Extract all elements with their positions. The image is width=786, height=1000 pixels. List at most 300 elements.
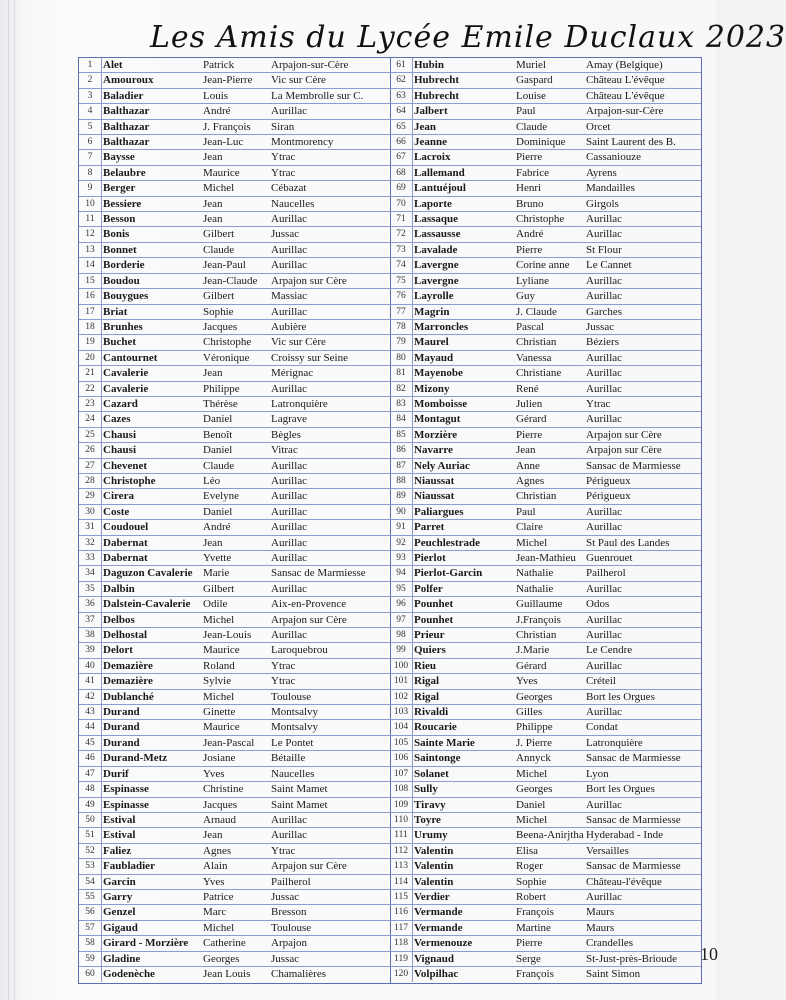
table-row: [79, 150, 390, 165]
member-surname: Boudou: [103, 274, 140, 287]
member-city: Jussac: [586, 320, 615, 333]
member-city: Aurillac: [586, 382, 623, 395]
member-firstname: Muriel: [516, 59, 546, 71]
member-surname: Valentin: [414, 844, 454, 857]
member-surname: Dublanché: [103, 690, 154, 703]
member-firstname: Pierre: [516, 937, 543, 950]
member-surname: Mayenobe: [414, 367, 463, 380]
page-edge: [8, 0, 9, 1000]
member-number: 29: [79, 489, 102, 503]
member-surname: Volpilhac: [414, 967, 459, 980]
member-firstname: Georges: [203, 952, 240, 965]
member-surname: Lavalade: [414, 243, 458, 256]
member-firstname: Lyliane: [516, 274, 549, 287]
member-surname: Rigal: [414, 675, 440, 688]
member-number: 104: [390, 720, 413, 734]
member-number: 91: [390, 520, 413, 534]
member-city: Aurillac: [586, 505, 623, 518]
table-row: [79, 536, 390, 551]
table-row: [390, 366, 701, 381]
member-city: Périgueux: [586, 490, 631, 503]
member-city: Pailherol: [586, 567, 626, 580]
member-city: Maurs: [586, 906, 615, 919]
member-number: 51: [79, 828, 102, 842]
member-city: Aurillac: [586, 413, 623, 426]
table-row: [390, 320, 701, 335]
member-surname: Durand: [103, 706, 140, 719]
member-city: Montsalvy: [271, 721, 319, 734]
table-row: [79, 844, 390, 859]
member-surname: Rivaldi: [414, 706, 449, 719]
member-city: Aurillac: [271, 521, 308, 534]
member-city: Aurillac: [271, 829, 308, 842]
member-number: 82: [390, 382, 413, 396]
member-surname: Navarre: [414, 444, 453, 457]
member-firstname: J.Marie: [516, 644, 550, 657]
member-number: 16: [79, 289, 102, 303]
member-number: 84: [390, 412, 413, 426]
member-city: Latronquière: [586, 736, 643, 749]
member-number: 5: [79, 120, 102, 134]
member-number: 66: [390, 135, 413, 149]
member-city: Crandelles: [586, 937, 634, 950]
member-firstname: Christian: [516, 490, 557, 503]
member-surname: Lacroix: [414, 151, 451, 164]
member-firstname: Georges: [516, 783, 553, 796]
member-firstname: Léo: [203, 474, 221, 487]
member-number: 99: [390, 643, 413, 657]
table-row: [390, 828, 701, 843]
member-surname: Morzière: [414, 428, 458, 441]
member-surname: Vignaud: [414, 952, 454, 965]
member-firstname: Yves: [203, 767, 225, 780]
member-number: 64: [390, 104, 413, 118]
member-surname: Pierlot: [414, 552, 446, 564]
member-surname: Baladier: [103, 89, 144, 102]
table-row: [79, 227, 390, 242]
member-firstname: René: [516, 382, 539, 395]
member-surname: Godenèche: [103, 967, 155, 980]
member-number: 24: [79, 412, 102, 426]
table-row: [79, 258, 390, 273]
member-firstname: Marie: [203, 567, 230, 580]
table-row: [390, 58, 701, 73]
member-number: 106: [390, 751, 413, 765]
member-surname: Niaussat: [414, 474, 455, 487]
table-row: [79, 382, 390, 397]
member-city: Aurillac: [271, 305, 308, 318]
table-row: [390, 705, 701, 720]
member-number: 37: [79, 613, 102, 627]
member-surname: Besson: [103, 213, 136, 226]
member-surname: Briat: [103, 305, 128, 318]
member-number: 119: [390, 952, 413, 966]
member-city: Lyon: [586, 767, 609, 780]
member-number: 44: [79, 720, 102, 734]
member-number: 112: [390, 844, 413, 858]
table-row: [79, 643, 390, 658]
table-row: [390, 643, 701, 658]
member-number: 75: [390, 274, 413, 288]
table-row: [79, 720, 390, 735]
member-city: Arpajon sur Cère: [586, 444, 662, 457]
member-firstname: Bruno: [516, 197, 544, 210]
member-number: 13: [79, 243, 102, 257]
member-number: 33: [79, 551, 102, 565]
member-surname: Quiers: [414, 644, 446, 657]
table-row: [390, 305, 701, 320]
table-row: [79, 859, 390, 874]
member-number: 92: [390, 536, 413, 550]
table-row: [79, 520, 390, 535]
member-surname: Mizony: [414, 382, 450, 395]
table-row: [390, 243, 701, 258]
table-row: [79, 335, 390, 350]
member-firstname: Jacques: [203, 320, 238, 333]
member-firstname: Ginette: [203, 706, 236, 719]
member-number: 28: [79, 474, 102, 488]
member-firstname: Christian: [516, 629, 557, 642]
member-number: 39: [79, 643, 102, 657]
table-row: [390, 782, 701, 797]
member-number: 55: [79, 890, 102, 904]
member-firstname: Daniel: [516, 798, 546, 811]
member-firstname: Jean: [203, 213, 223, 226]
member-surname: Momboisse: [414, 397, 468, 410]
member-number: 88: [390, 474, 413, 488]
member-surname: Chausi: [103, 428, 137, 441]
member-firstname: J. François: [203, 120, 251, 133]
table-row: [390, 166, 701, 181]
table-row: [390, 227, 701, 242]
member-firstname: Jean: [203, 151, 223, 164]
member-surname: Toyre: [414, 813, 441, 826]
member-city: Massiac: [271, 290, 308, 303]
table-row: [79, 705, 390, 720]
member-surname: Brunhes: [103, 320, 143, 333]
member-firstname: Yves: [203, 875, 225, 888]
table-row: [390, 736, 701, 751]
table-row: [390, 890, 701, 905]
member-surname: Montagut: [414, 413, 461, 426]
member-surname: Bessiere: [103, 197, 142, 210]
member-city: Cébazat: [271, 182, 307, 195]
member-surname: Vermande: [414, 921, 463, 934]
table-row: [390, 89, 701, 104]
member-city: Aurillac: [586, 613, 623, 626]
member-city: Ytrac: [271, 675, 296, 688]
page-number: 10: [700, 944, 718, 964]
member-surname: Polfer: [414, 582, 443, 595]
member-firstname: Daniel: [203, 413, 233, 426]
member-surname: Cantournet: [103, 351, 158, 364]
member-city: Jussac: [271, 890, 300, 903]
table-row: [390, 582, 701, 597]
member-surname: Mayaud: [414, 351, 454, 364]
table-row: [390, 536, 701, 551]
member-number: 40: [79, 659, 102, 673]
member-firstname: Pierre: [516, 151, 543, 164]
member-firstname: Michel: [516, 767, 548, 780]
member-number: 110: [390, 813, 413, 827]
member-city: Vic sur Cère: [271, 74, 326, 87]
member-number: 54: [79, 875, 102, 889]
member-city: Aurillac: [271, 213, 308, 226]
member-firstname: Gilbert: [203, 290, 235, 303]
member-city: Aubière: [271, 320, 307, 333]
member-number: 63: [390, 89, 413, 103]
member-surname: Hubrecht: [414, 74, 460, 87]
member-city: Saint Mamet: [271, 798, 328, 811]
table-row: [390, 613, 701, 628]
member-surname: Hubrecht: [414, 89, 460, 102]
member-number: 120: [390, 967, 413, 982]
member-city: Naucelles: [271, 197, 315, 210]
member-firstname: Yves: [516, 675, 538, 688]
member-number: 35: [79, 582, 102, 596]
member-city: Aurillac: [586, 213, 623, 226]
member-number: 80: [390, 351, 413, 365]
member-surname: Vermande: [414, 906, 463, 919]
member-city: Aurillac: [586, 290, 623, 303]
member-firstname: Christine: [203, 783, 244, 796]
member-number: 7: [79, 150, 102, 164]
table-row: [79, 921, 390, 936]
table-row: [79, 320, 390, 335]
member-firstname: Beena-Anirjtha: [516, 829, 584, 842]
member-number: 103: [390, 705, 413, 719]
member-number: 8: [79, 166, 102, 180]
member-surname: Saintonge: [414, 752, 461, 765]
member-number: 85: [390, 428, 413, 442]
member-number: 107: [390, 767, 413, 781]
member-city: Sansac de Marmiesse: [586, 752, 681, 765]
member-city: Vitrac: [271, 444, 298, 457]
member-surname: Lavergne: [414, 274, 459, 287]
member-city: Bègles: [271, 428, 301, 441]
member-firstname: Julien: [516, 397, 543, 410]
member-city: Toulouse: [271, 921, 312, 934]
member-city: Aurillac: [271, 243, 308, 256]
member-surname: Sully: [414, 783, 438, 796]
table-row: [390, 551, 701, 566]
member-surname: Lavergne: [414, 259, 459, 272]
member-firstname: Michel: [203, 921, 235, 934]
member-city: Laroquebrou: [271, 644, 328, 657]
member-firstname: Jean: [203, 197, 223, 210]
member-city: Montsalvy: [271, 706, 319, 719]
table-row: [390, 474, 701, 489]
table-row: [390, 335, 701, 350]
member-number: 19: [79, 335, 102, 349]
member-surname: Dabernat: [103, 552, 148, 564]
member-city: Croissy sur Seine: [271, 351, 348, 364]
member-surname: Rieu: [414, 659, 436, 672]
member-surname: Balthazar: [103, 136, 150, 149]
member-surname: Daguzon Cavalerie: [103, 567, 193, 580]
member-number: 17: [79, 305, 102, 319]
member-city: Sansac de Marmiesse: [586, 459, 681, 472]
member-number: 83: [390, 397, 413, 411]
member-surname: Espinasse: [103, 783, 149, 796]
page-edge: [14, 0, 15, 1000]
member-firstname: Jean-Claude: [203, 274, 258, 287]
member-city: Le Pontet: [271, 736, 314, 749]
member-surname: Vermenouze: [414, 937, 473, 950]
member-firstname: Roger: [516, 860, 543, 873]
member-firstname: J.François: [516, 613, 561, 626]
member-surname: Magrin: [414, 305, 450, 318]
member-city: Aurillac: [271, 536, 308, 549]
member-surname: Durand: [103, 736, 140, 749]
member-firstname: Michel: [203, 613, 235, 626]
table-row: [79, 197, 390, 212]
member-number: 41: [79, 674, 102, 688]
member-surname: Valentin: [414, 860, 454, 873]
member-surname: Chausi: [103, 444, 137, 457]
member-firstname: Daniel: [203, 444, 233, 457]
member-number: 102: [390, 690, 413, 704]
member-city: Aurillac: [271, 382, 308, 395]
member-firstname: Agnes: [516, 474, 545, 487]
member-number: 87: [390, 459, 413, 473]
member-surname: Tiravy: [414, 798, 446, 811]
table-row: [79, 181, 390, 196]
member-city: Sansac de Marmiesse: [271, 567, 366, 580]
member-surname: Borderie: [103, 259, 145, 272]
member-firstname: Vanessa: [516, 351, 552, 364]
member-surname: Cavalerie: [103, 382, 149, 395]
member-firstname: Anne: [516, 459, 540, 472]
member-city: Aurillac: [271, 259, 308, 272]
table-row: [390, 952, 701, 967]
member-firstname: Alain: [203, 860, 228, 873]
member-city: Château-l'évêque: [586, 875, 662, 888]
member-firstname: Christian: [516, 336, 557, 349]
table-row: [79, 597, 390, 612]
member-city: Aurillac: [586, 629, 623, 642]
member-surname: Lallemand: [414, 166, 465, 179]
table-row: [79, 428, 390, 443]
table-row: [79, 397, 390, 412]
table-row: [390, 274, 701, 289]
member-surname: Jean: [414, 120, 436, 133]
member-firstname: Nathalie: [516, 567, 554, 580]
member-city: St Paul des Landes: [586, 536, 670, 549]
member-firstname: Fabrice: [516, 166, 549, 179]
member-firstname: Henri: [516, 182, 542, 195]
member-firstname: Michel: [203, 690, 235, 703]
table-row: [79, 828, 390, 843]
member-surname: Dalbin: [103, 582, 135, 595]
table-row: [390, 690, 701, 705]
member-number: 109: [390, 798, 413, 812]
member-firstname: Sylvie: [203, 675, 232, 688]
member-city: Bétaille: [271, 752, 306, 765]
member-surname: Gladine: [103, 952, 141, 965]
member-surname: Dalstein-Cavalerie: [103, 598, 191, 611]
member-city: Bort les Orgues: [586, 690, 655, 703]
member-firstname: Claude: [516, 120, 548, 133]
member-firstname: Nathalie: [516, 582, 554, 595]
member-city: Château L'évêque: [586, 89, 665, 102]
member-surname: Durand: [103, 721, 140, 734]
member-firstname: Robert: [516, 890, 546, 903]
table-row: [390, 412, 701, 427]
member-city: Aurillac: [586, 367, 623, 380]
member-number: 12: [79, 227, 102, 241]
member-surname: Coste: [103, 505, 130, 518]
member-number: 78: [390, 320, 413, 334]
member-firstname: Christophe: [516, 213, 565, 226]
member-number: 72: [390, 227, 413, 241]
member-firstname: André: [203, 105, 231, 118]
member-firstname: Pierre: [516, 428, 543, 441]
table-row: [79, 505, 390, 520]
member-surname: Alet: [103, 59, 123, 71]
member-city: Aurillac: [586, 582, 623, 595]
member-surname: Marroncles: [414, 320, 469, 333]
member-firstname: Evelyne: [203, 490, 240, 503]
member-city: Jussac: [271, 228, 300, 241]
member-firstname: Maurice: [203, 721, 240, 734]
member-firstname: Jean: [203, 536, 223, 549]
member-firstname: Yvette: [203, 552, 232, 564]
member-city: Girgols: [586, 197, 619, 210]
member-city: Saint Simon: [586, 967, 641, 980]
member-surname: Pounhet: [414, 598, 454, 611]
member-city: Ytrac: [271, 166, 296, 179]
table-row: [79, 628, 390, 643]
member-number: 61: [390, 58, 413, 72]
table-row: [79, 474, 390, 489]
member-number: 77: [390, 305, 413, 319]
members-column-left: [79, 58, 391, 983]
member-surname: Faubladier: [103, 860, 155, 873]
member-number: 108: [390, 782, 413, 796]
member-city: Château L'évêque: [586, 74, 665, 87]
member-number: 49: [79, 798, 102, 812]
member-city: Aurillac: [271, 552, 308, 564]
table-row: [390, 351, 701, 366]
member-firstname: Gilles: [516, 706, 543, 719]
member-firstname: Pierre: [516, 243, 543, 256]
member-number: 111: [390, 828, 413, 842]
member-number: 32: [79, 536, 102, 550]
member-city: Aurillac: [271, 629, 308, 642]
member-firstname: Pascal: [516, 320, 545, 333]
member-surname: Delort: [103, 644, 133, 657]
member-city: Béziers: [586, 336, 619, 349]
member-number: 3: [79, 89, 102, 103]
member-number: 21: [79, 366, 102, 380]
member-city: Arpajon-sur-Cère: [271, 59, 349, 71]
member-city: Aurillac: [586, 351, 623, 364]
member-city: Sansac de Marmiesse: [586, 860, 681, 873]
table-row: [390, 597, 701, 612]
member-city: Aurillac: [586, 706, 623, 719]
member-number: 1: [79, 58, 102, 72]
member-firstname: Thérèse: [203, 397, 238, 410]
table-row: [79, 443, 390, 458]
table-row: [79, 613, 390, 628]
member-firstname: Patrick: [203, 59, 235, 71]
member-number: 116: [390, 905, 413, 919]
member-city: Périgueux: [586, 474, 631, 487]
member-city: Pailherol: [271, 875, 311, 888]
member-surname: Estival: [103, 813, 136, 826]
member-firstname: Christiane: [516, 367, 562, 380]
